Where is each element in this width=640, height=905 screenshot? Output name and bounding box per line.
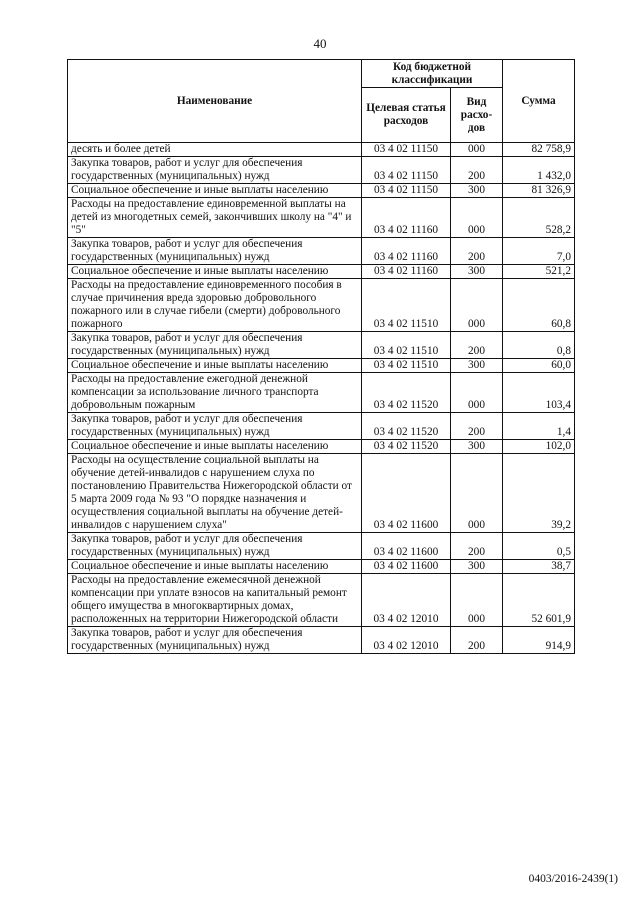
table-row [68,332,575,359]
table-row [68,238,575,265]
row-name: Социальное обеспечение и иные выплаты населению [68,265,362,279]
row-target-article: 03 4 02 11160 [362,265,451,279]
row-name: Расходы на предоставление единовременного пособия в случае причинения вреда здоровью добровольного пожарного или в случае гибели (смерти) добровольного пожарного [68,279,362,332]
row-name: Социальное обеспечение и иные выплаты населению [68,184,362,198]
document-reference: 0403/2016-2439(1) [528,873,618,885]
row-target-article: 03 4 02 11510 [362,332,451,359]
row-expense-type: 300 [451,359,503,373]
row-name: Закупка товаров, работ и услуг для обеспечения государственных (муниципальных) нужд [68,533,362,560]
row-sum: 102,0 [503,440,575,454]
table-row [68,440,575,454]
row-sum: 103,4 [503,373,575,413]
budget-table [67,59,575,654]
row-name: десять и более детей [68,143,362,157]
row-expense-type: 000 [451,454,503,533]
row-sum: 1,4 [503,413,575,440]
row-target-article: 03 4 02 11520 [362,413,451,440]
row-name: Социальное обеспечение и иные выплаты населению [68,560,362,574]
row-target-article: 03 4 02 11510 [362,279,451,332]
table-row [68,533,575,560]
row-target-article: 03 4 02 12010 [362,574,451,627]
row-sum: 914,9 [503,627,575,654]
row-sum: 81 326,9 [503,184,575,198]
table-row [68,373,575,413]
row-target-article: 03 4 02 11600 [362,560,451,574]
table-row [68,184,575,198]
row-sum: 38,7 [503,560,575,574]
row-sum: 82 758,9 [503,143,575,157]
row-target-article: 03 4 02 11600 [362,533,451,560]
row-name: Закупка товаров, работ и услуг для обеспечения государственных (муниципальных) нужд [68,332,362,359]
row-target-article: 03 4 02 11510 [362,359,451,373]
row-expense-type: 200 [451,238,503,265]
header-target-article: Целевая статья расходов [362,88,451,143]
header-expense-type: Вид расхо-дов [451,88,503,143]
row-sum: 521,2 [503,265,575,279]
table-body [68,143,575,654]
row-name: Социальное обеспечение и иные выплаты населению [68,440,362,454]
header-row-top [68,60,575,88]
row-expense-type: 000 [451,143,503,157]
table-row [68,157,575,184]
row-name: Социальное обеспечение и иные выплаты населению [68,359,362,373]
table-row [68,627,575,654]
row-expense-type: 200 [451,413,503,440]
row-sum: 0,8 [503,332,575,359]
row-target-article: 03 4 02 11150 [362,157,451,184]
row-target-article: 03 4 02 12010 [362,627,451,654]
row-expense-type: 000 [451,574,503,627]
row-expense-type: 200 [451,627,503,654]
row-expense-type: 300 [451,184,503,198]
header-name: Наименование [68,60,362,143]
row-name: Расходы на предоставление ежегодной денежной компенсации за использование личного транспорта добровольным пожарным [68,373,362,413]
table-row [68,454,575,533]
row-target-article: 03 4 02 11600 [362,454,451,533]
row-expense-type: 000 [451,198,503,238]
page-number: 40 [313,36,327,51]
table-row [68,560,575,574]
row-sum: 0,5 [503,533,575,560]
row-expense-type: 200 [451,332,503,359]
row-name: Закупка товаров, работ и услуг для обеспечения государственных (муниципальных) нужд [68,627,362,654]
row-sum: 39,2 [503,454,575,533]
table-row [68,279,575,332]
row-target-article: 03 4 02 11520 [362,440,451,454]
table-row [68,359,575,373]
row-target-article: 03 4 02 11160 [362,238,451,265]
row-expense-type: 000 [451,279,503,332]
table-row [68,265,575,279]
table-row [68,413,575,440]
row-target-article: 03 4 02 11150 [362,143,451,157]
row-name: Расходы на предоставление единовременной выплаты на детей из многодетных семей, закончивших школу на "4" и "5" [68,198,362,238]
header-code-group: Код бюджетной классификации [362,60,503,88]
table-row [68,198,575,238]
table-row [68,574,575,627]
row-sum: 7,0 [503,238,575,265]
row-sum: 528,2 [503,198,575,238]
row-sum: 60,0 [503,359,575,373]
row-expense-type: 300 [451,265,503,279]
row-expense-type: 200 [451,533,503,560]
row-sum: 60,8 [503,279,575,332]
row-sum: 52 601,9 [503,574,575,627]
row-name: Закупка товаров, работ и услуг для обеспечения государственных (муниципальных) нужд [68,157,362,184]
row-name: Закупка товаров, работ и услуг для обеспечения государственных (муниципальных) нужд [68,413,362,440]
row-name: Расходы на осуществление социальной выплаты на обучение детей-инвалидов с нарушением слуха по постановлению Правительства Нижегородской области от 5 марта 2009 года № 93 "О порядке назначения и осуществления социальной выплаты на обучение детей-инвалидов с нарушением слуха" [68,454,362,533]
row-expense-type: 300 [451,560,503,574]
row-sum: 1 432,0 [503,157,575,184]
row-target-article: 03 4 02 11150 [362,184,451,198]
row-name: Расходы на предоставление ежемесячной денежной компенсации при уплате взносов на капитальный ремонт общего имущества в многоквартирных домах, расположенных на территории Нижегородской области [68,574,362,627]
header-sum: Сумма [503,60,575,143]
row-target-article: 03 4 02 11160 [362,198,451,238]
row-target-article: 03 4 02 11520 [362,373,451,413]
row-expense-type: 000 [451,373,503,413]
row-expense-type: 300 [451,440,503,454]
table-row [68,143,575,157]
row-name: Закупка товаров, работ и услуг для обеспечения государственных (муниципальных) нужд [68,238,362,265]
row-expense-type: 200 [451,157,503,184]
